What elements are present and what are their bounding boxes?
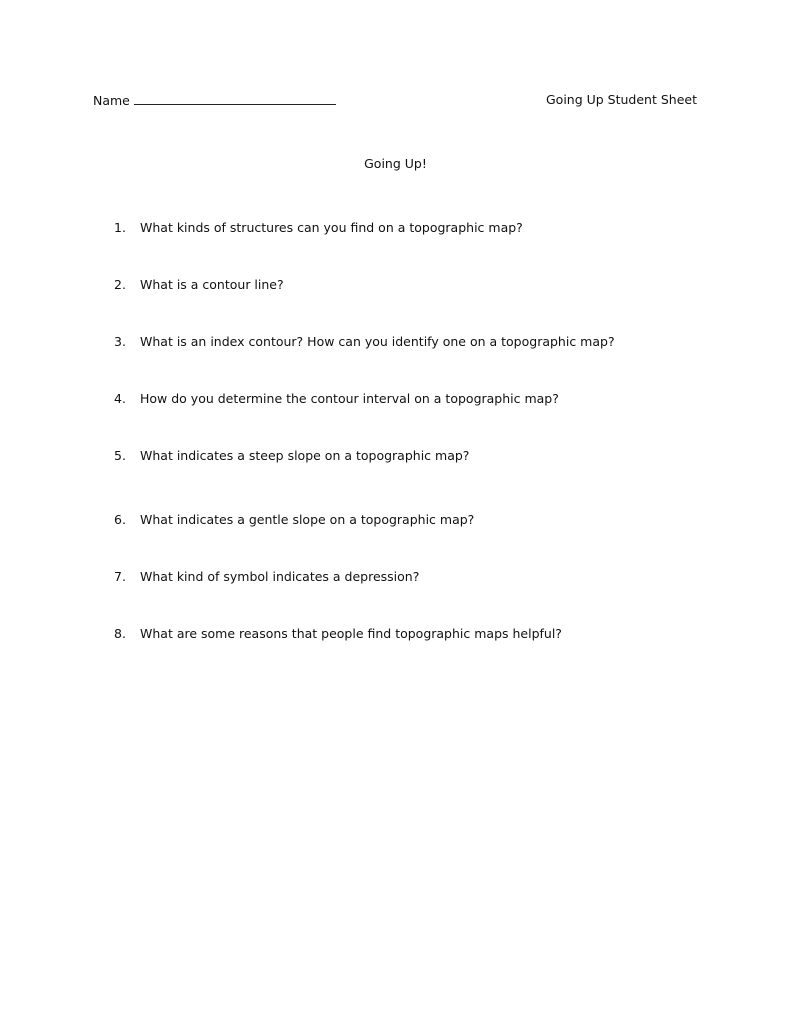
question-3 <box>114 334 615 350</box>
question-text: How do you determine the contour interval on a topographic map? <box>140 391 559 406</box>
question-text: What are some reasons that people find topographic maps helpful? <box>140 626 562 641</box>
question-5 <box>114 448 469 464</box>
question-1 <box>114 220 523 236</box>
question-6 <box>114 512 474 528</box>
question-number: 6. <box>114 512 126 527</box>
question-text: What is an index contour? How can you identify one on a topographic map? <box>140 334 615 349</box>
question-number: 8. <box>114 626 126 641</box>
question-4 <box>114 391 559 407</box>
question-text: What kind of symbol indicates a depression? <box>140 569 420 584</box>
question-number: 7. <box>114 569 126 584</box>
question-number: 2. <box>114 277 126 292</box>
question-2 <box>114 277 284 293</box>
question-number: 1. <box>114 220 126 235</box>
question-text: What indicates a steep slope on a topographic map? <box>140 448 470 463</box>
question-8 <box>114 626 562 642</box>
name-blank-line[interactable] <box>134 92 336 105</box>
question-text: What indicates a gentle slope on a topographic map? <box>140 512 475 527</box>
question-number: 5. <box>114 448 126 463</box>
name-field <box>93 92 336 109</box>
page-title: Going Up! <box>364 156 427 171</box>
question-number: 3. <box>114 334 126 349</box>
question-number: 4. <box>114 391 126 406</box>
question-7 <box>114 569 419 585</box>
question-text: What kinds of structures can you find on a topographic map? <box>140 220 523 235</box>
sheet-title: Going Up Student Sheet <box>545 92 697 107</box>
question-text: What is a contour line? <box>140 277 284 292</box>
name-label: Name <box>93 93 130 108</box>
